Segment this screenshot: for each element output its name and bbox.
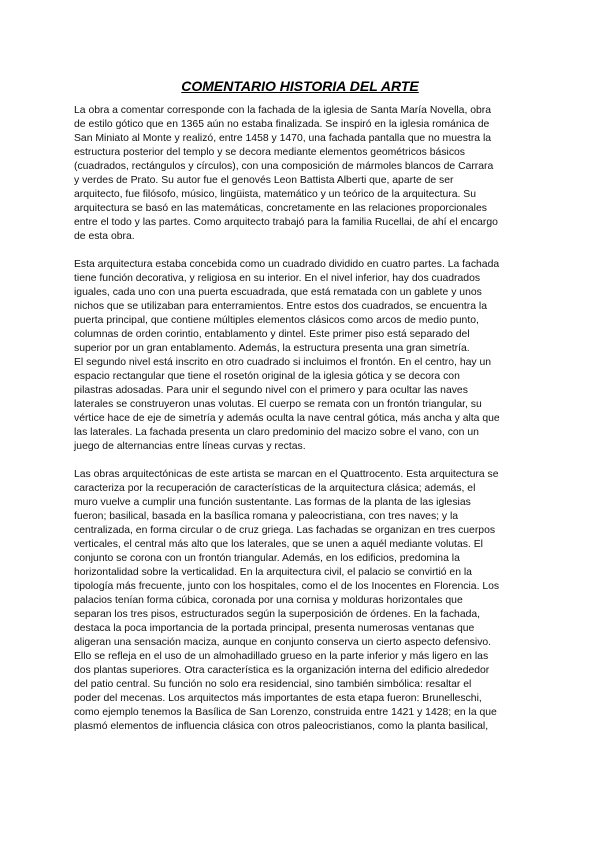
text-line: Las obras arquitectónicas de este artista se marcan en el Quattrocento. Esta arquitectura se <box>74 469 499 480</box>
text-line: (cuadrados, rectángulos y círculos), con una composición de mármoles blancos de Carrara <box>74 161 494 172</box>
text-line: La obra a comentar corresponde con la fachada de la iglesia de Santa María Novella, obra <box>74 105 492 116</box>
paragraph-2 <box>74 258 530 454</box>
text-line: destaca la poca importancia de la portada principal, presenta numerosas ventanas que <box>74 623 475 634</box>
text-line: nichos que se utilizaban para enterramientos. Entre estos dos cuadrados, se encuentra la <box>74 301 487 312</box>
text-line: aligeran una sensación maciza, aunque en conjunto conserva un cierto aspecto defensivo. <box>74 637 492 648</box>
text-line: como ejemplo tenemos la Basílica de San Lorenzo, construida entre 1421 y 1428; en la que <box>74 707 497 718</box>
text-line: de esta obra. <box>74 231 135 242</box>
text-line: arquitecto, fue filósofo, músico, lingüista, matemático y un teórico de la arquitectura. Su <box>74 189 476 200</box>
paragraph-3 <box>74 468 530 734</box>
text-line: y verdes de Prato. Su autor fue el genovés Leon Battista Alberti que, aparte de ser <box>74 175 454 186</box>
text-line: palacios tenían forma cúbica, coronada por una cornisa y molduras horizontales que <box>74 595 463 606</box>
paragraph-1 <box>74 104 530 244</box>
text-line: San Miniato al Monte y realizó, entre 1458 y 1470, una fachada pantalla que no muestra la <box>74 133 492 144</box>
text-line: arquitectura se basó en las matemáticas, concretamente en las relaciones proporcionales <box>74 203 487 214</box>
text-line: conjunto se corona con un frontón triangular. Además, en los edificios, predomina la <box>74 553 460 564</box>
text-line: tipología más frecuente, junto con los hospitales, como el de los Inocentes en Florencia. Los <box>74 581 500 592</box>
paragraph-gap <box>74 244 530 258</box>
text-line: caracteriza por la recuperación de características de la arquitectura clásica; además, el <box>74 483 476 494</box>
text-line: fueron; basilical, basada en la basílica romana y paleocristiana, con tres naves; y la <box>74 511 459 522</box>
text-line: vértice hace de eje de simetría y además oculta la nave central gótica, más ancha y alta que <box>74 413 500 424</box>
text-line: separan los tres pisos, estructurados según la superposición de órdenes. En la fachada, <box>74 609 481 620</box>
text-line: puerta principal, que contiene múltiples elementos clásicos como arcos de medio punto, <box>74 315 479 326</box>
text-line: entre el todo y las partes. Como arquitecto trabajó para la familia Rucellai, de ahí el encargo <box>74 217 498 228</box>
text-line: de estilo gótico que en 1365 aún no estaba finalizada. Se inspiró en la iglesia románica de <box>74 119 490 130</box>
text-line: columnas de orden corintio, entablamento y dintel. Este primer piso está separado del <box>74 329 470 340</box>
paragraph-gap <box>74 454 530 468</box>
text-line: laterales se construyeron unas volutas. El cuerpo se remata con un frontón triangular, su <box>74 399 482 410</box>
text-line: pilastras adosadas. Para unir el segundo nivel con el primero y para ocultar las naves <box>74 385 468 396</box>
text-line: plasmó elementos de influencia clásica con otros paleocristianos, como la planta basilical, <box>74 721 489 732</box>
text-line: las laterales. La fachada presenta un claro predominio del macizo sobre el vano, con un <box>74 427 479 438</box>
text-line: poder del mecenas. Los arquitectos más importantes de esta etapa fueron: Brunelleschi, <box>74 693 482 704</box>
document-body <box>74 104 530 734</box>
text-line: horizontalidad sobre la verticalidad. En la arquitectura civil, el palacio se convirtió en la <box>74 567 472 578</box>
text-line: estructura posterior del templo y se decora mediante elementos geométricos básicos <box>74 147 465 158</box>
text-line: Ello se refleja en el uso de un almohadillado grueso en la parte inferior y más ligero en las <box>74 651 489 662</box>
text-line: Esta arquitectura estaba concebida como un cuadrado dividido en cuatro partes. La fachada <box>74 259 500 270</box>
text-line: juego de alternancias entre líneas curvas y rectas. <box>74 441 306 452</box>
text-line: dos plantas superiores. Otra característica es la organización interna del edificio alrededor <box>74 665 490 676</box>
text-line: del patio central. Su función no solo era residencial, sino también simbólica: resaltar el <box>74 679 472 690</box>
document-title: COMENTARIO HISTORIA DEL ARTE <box>181 78 419 94</box>
text-line: El segundo nivel está inscrito en otro cuadrado si incluimos el frontón. En el centro, hay un <box>74 357 492 368</box>
text-line: tiene función decorativa, y religiosa en su interior. En el nivel inferior, hay dos cuadrados <box>74 273 481 284</box>
text-line: muro vuelve a cumplir una función sustentante. Las formas de la planta de las iglesias <box>74 497 471 508</box>
text-line: verticales, el central más alto que los laterales, que se unen a aquél mediante volutas. El <box>74 539 483 550</box>
text-line: iguales, cada uno con una puerta escuadrada, que está rematada con un gablete y unos <box>74 287 482 298</box>
text-line: espacio rectangular que tiene el rosetón original de la iglesia gótica y se decora con <box>74 371 460 382</box>
text-line: superior por un gran entablamento. Además, la estructura presenta una gran simetría. <box>74 343 470 354</box>
text-line: centralizada, en forma circular o de cruz griega. Las fachadas se organizan en tres cuerpos <box>74 525 496 536</box>
